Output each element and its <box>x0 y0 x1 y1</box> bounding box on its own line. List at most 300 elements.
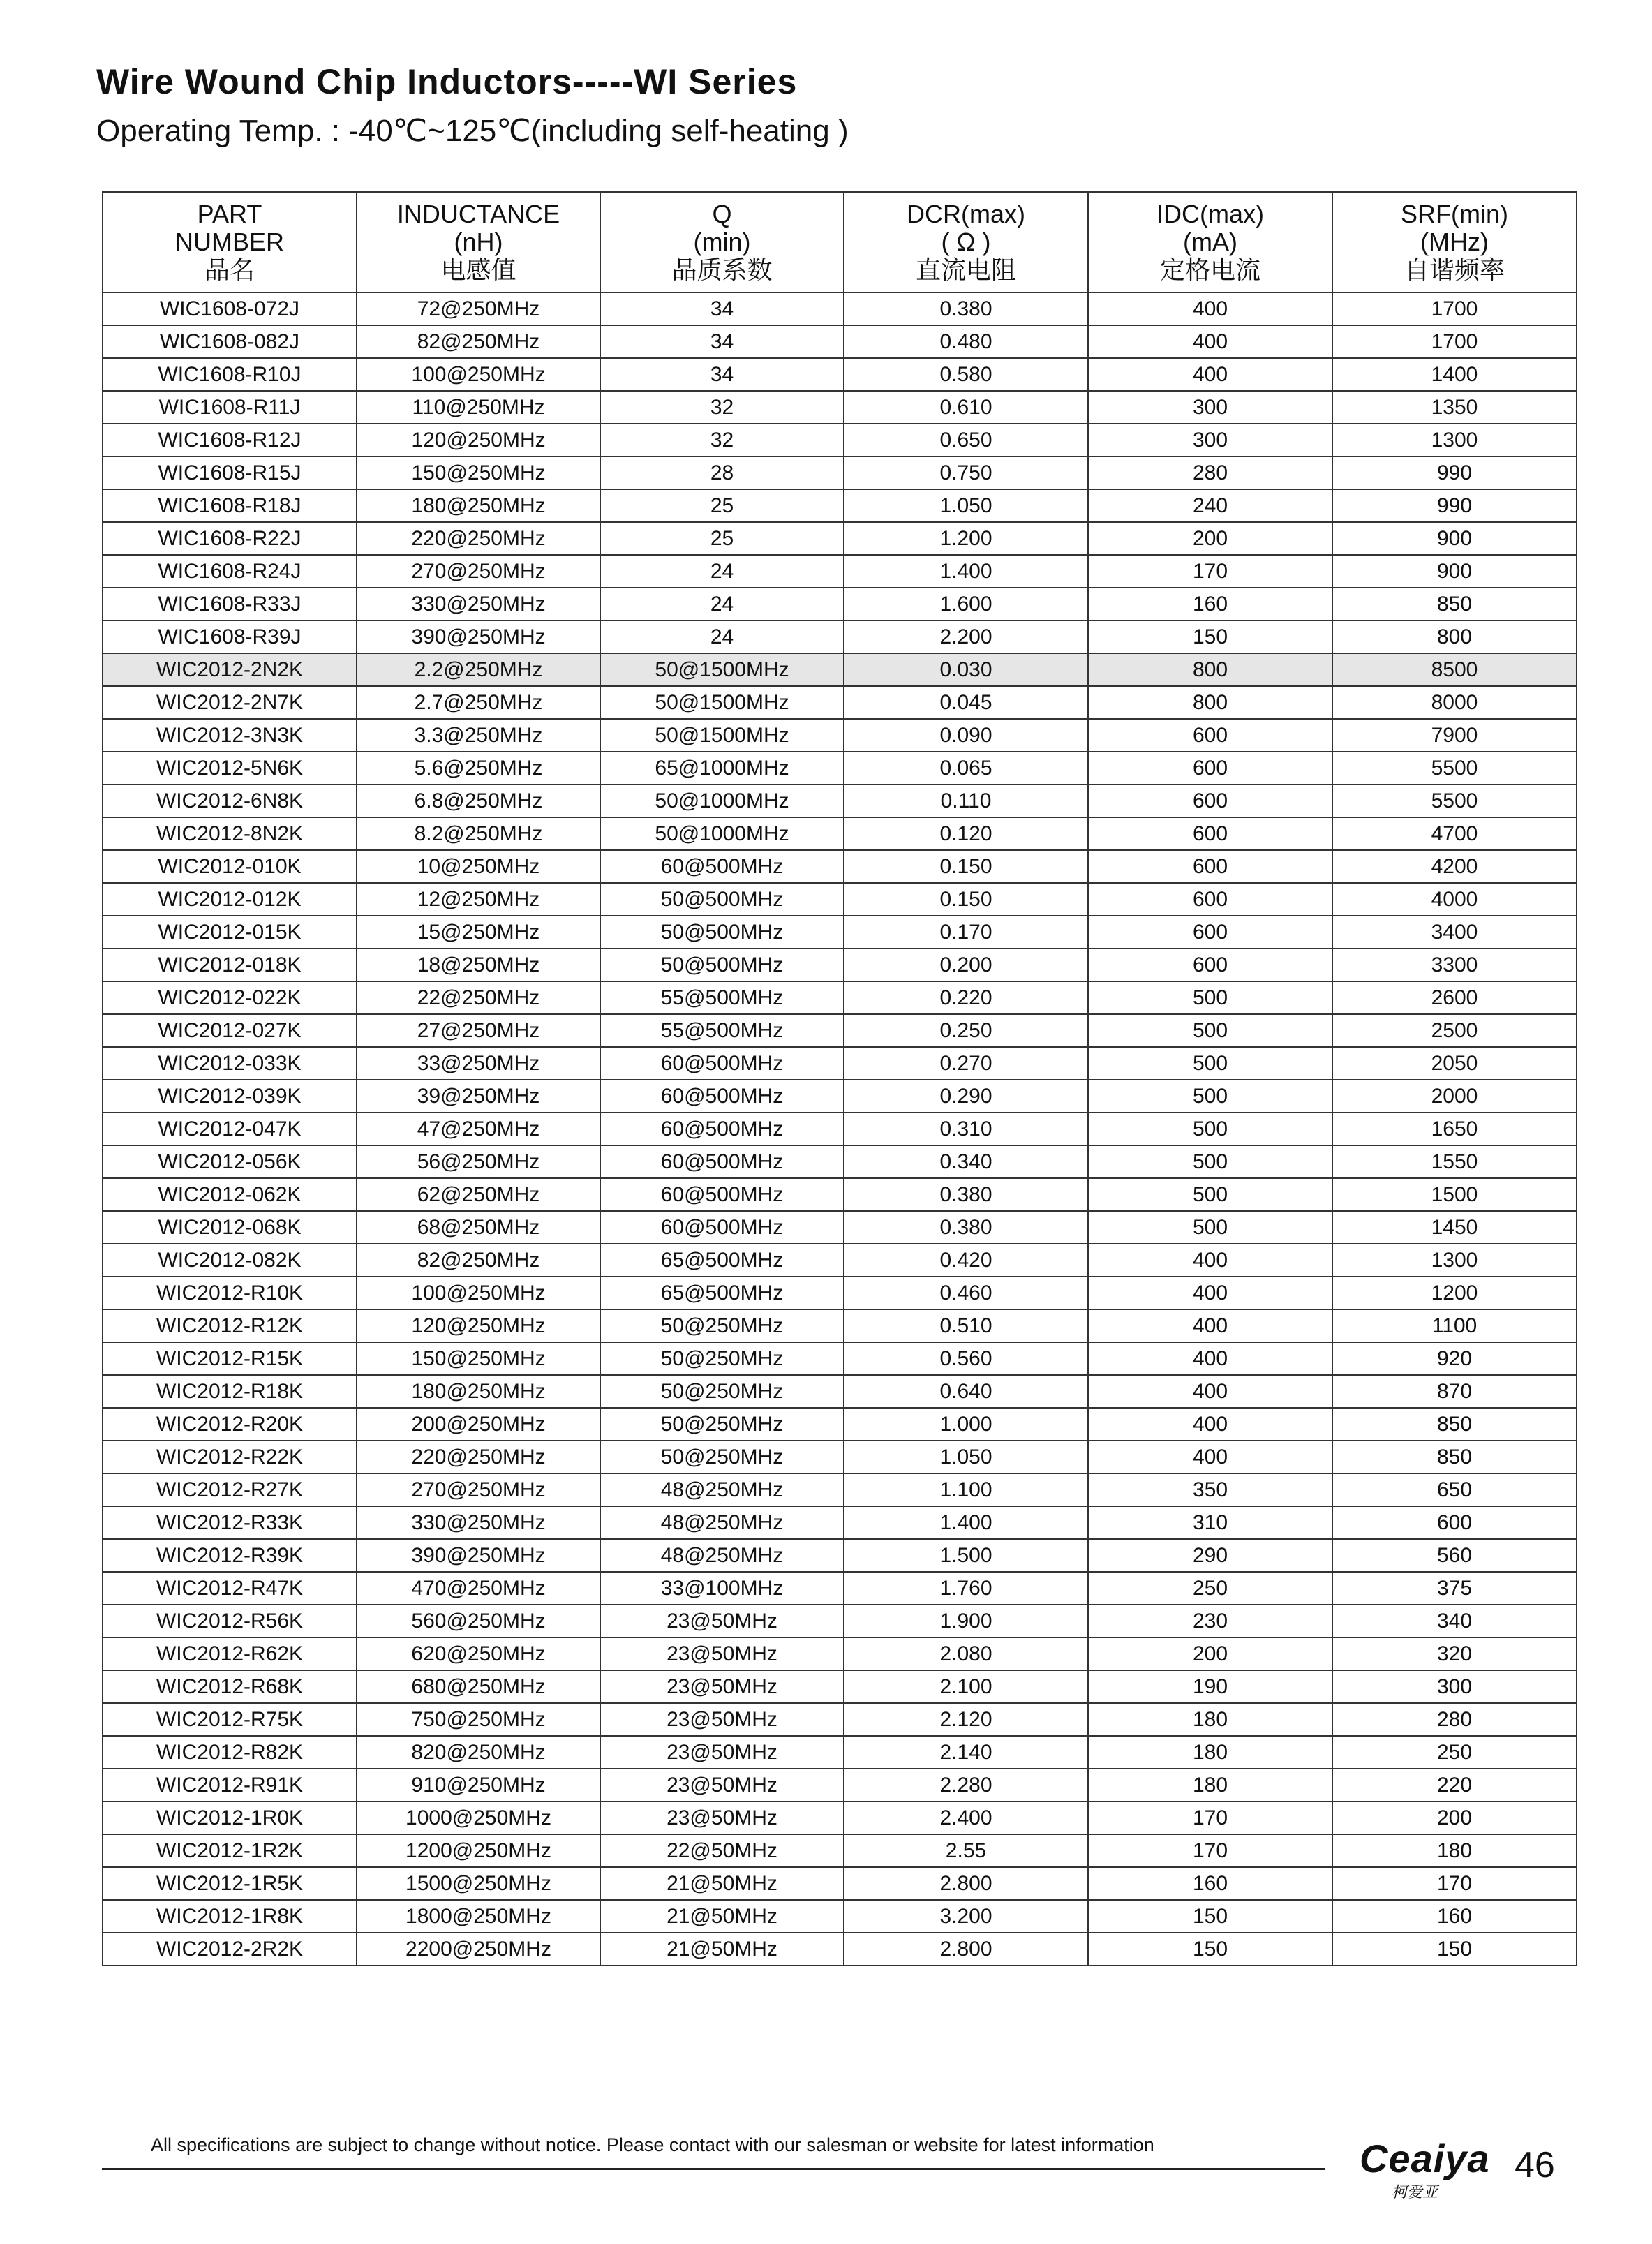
table-row <box>103 1572 1577 1605</box>
cell-part-number: WIC1608-R11J <box>103 391 357 424</box>
cell-part-number: WIC1608-R22J <box>103 522 357 555</box>
table-row <box>103 1605 1577 1637</box>
cell-idc: 150 <box>1088 621 1332 653</box>
cell-part-number: WIC2012-R47K <box>103 1572 357 1605</box>
cell-q: 50@500MHz <box>600 883 844 916</box>
col-header-srf: SRF(min) (MHz) 自谐频率 <box>1332 192 1577 292</box>
table-row <box>103 653 1577 686</box>
cell-part-number: WIC2012-2N2K <box>103 653 357 686</box>
cell-part-number: WIC2012-010K <box>103 850 357 883</box>
table-row <box>103 1441 1577 1473</box>
cell-srf: 375 <box>1332 1572 1577 1605</box>
cell-part-number: WIC2012-R68K <box>103 1670 357 1703</box>
cell-part-number: WIC2012-047K <box>103 1113 357 1145</box>
cell-idc: 160 <box>1088 1867 1332 1900</box>
cell-part-number: WIC2012-6N8K <box>103 785 357 817</box>
company-logo <box>1360 2136 1490 2201</box>
cell-dcr: 2.800 <box>844 1933 1088 1966</box>
cell-inductance: 2.7@250MHz <box>357 686 600 719</box>
cell-inductance: 33@250MHz <box>357 1047 600 1080</box>
table-row <box>103 1539 1577 1572</box>
cell-idc: 310 <box>1088 1506 1332 1539</box>
cell-dcr: 0.420 <box>844 1244 1088 1277</box>
cell-q: 34 <box>600 358 844 391</box>
cell-dcr: 0.090 <box>844 719 1088 752</box>
cell-dcr: 0.610 <box>844 391 1088 424</box>
cell-srf: 850 <box>1332 1441 1577 1473</box>
cell-idc: 600 <box>1088 817 1332 850</box>
cell-idc: 500 <box>1088 981 1332 1014</box>
cell-dcr: 0.150 <box>844 850 1088 883</box>
cell-q: 50@1500MHz <box>600 686 844 719</box>
table-row <box>103 752 1577 785</box>
cell-dcr: 2.140 <box>844 1736 1088 1769</box>
table-row <box>103 850 1577 883</box>
cell-dcr: 0.150 <box>844 883 1088 916</box>
cell-srf: 560 <box>1332 1539 1577 1572</box>
cell-idc: 180 <box>1088 1736 1332 1769</box>
cell-part-number: WIC2012-018K <box>103 949 357 981</box>
table-row <box>103 522 1577 555</box>
cell-idc: 180 <box>1088 1703 1332 1736</box>
table-row <box>103 391 1577 424</box>
cell-dcr: 1.000 <box>844 1408 1088 1441</box>
cell-part-number: WIC2012-015K <box>103 916 357 949</box>
cell-part-number: WIC2012-R18K <box>103 1375 357 1408</box>
cell-inductance: 62@250MHz <box>357 1178 600 1211</box>
cell-inductance: 180@250MHz <box>357 489 600 522</box>
cell-part-number: WIC2012-027K <box>103 1014 357 1047</box>
cell-dcr: 2.120 <box>844 1703 1088 1736</box>
cell-part-number: WIC2012-033K <box>103 1047 357 1080</box>
cell-srf: 170 <box>1332 1867 1577 1900</box>
table-row <box>103 588 1577 621</box>
cell-inductance: 110@250MHz <box>357 391 600 424</box>
cell-part-number: WIC1608-R24J <box>103 555 357 588</box>
cell-srf: 800 <box>1332 621 1577 653</box>
cell-inductance: 330@250MHz <box>357 1506 600 1539</box>
cell-dcr: 0.200 <box>844 949 1088 981</box>
cell-q: 24 <box>600 588 844 621</box>
cell-srf: 300 <box>1332 1670 1577 1703</box>
table-row <box>103 785 1577 817</box>
cell-srf: 920 <box>1332 1342 1577 1375</box>
col-header-inductance: INDUCTANCE (nH) 电感值 <box>357 192 600 292</box>
logo-chinese-name: 柯爱亚 <box>1392 2183 1438 2201</box>
cell-idc: 240 <box>1088 489 1332 522</box>
cell-inductance: 390@250MHz <box>357 621 600 653</box>
cell-srf: 2500 <box>1332 1014 1577 1047</box>
cell-srf: 180 <box>1332 1834 1577 1867</box>
table-row <box>103 621 1577 653</box>
cell-srf: 5500 <box>1332 785 1577 817</box>
cell-dcr: 0.480 <box>844 325 1088 358</box>
cell-part-number: WIC1608-R15J <box>103 456 357 489</box>
cell-srf: 1300 <box>1332 1244 1577 1277</box>
footer-divider <box>102 2168 1325 2170</box>
table-row <box>103 358 1577 391</box>
cell-idc: 150 <box>1088 1933 1332 1966</box>
cell-inductance: 470@250MHz <box>357 1572 600 1605</box>
cell-idc: 600 <box>1088 949 1332 981</box>
table-header-row <box>103 192 1577 292</box>
cell-idc: 180 <box>1088 1769 1332 1801</box>
cell-inductance: 330@250MHz <box>357 588 600 621</box>
cell-idc: 500 <box>1088 1211 1332 1244</box>
cell-srf: 7900 <box>1332 719 1577 752</box>
cell-inductance: 390@250MHz <box>357 1539 600 1572</box>
cell-q: 50@1000MHz <box>600 785 844 817</box>
cell-srf: 1550 <box>1332 1145 1577 1178</box>
cell-dcr: 0.250 <box>844 1014 1088 1047</box>
cell-dcr: 0.750 <box>844 456 1088 489</box>
cell-srf: 340 <box>1332 1605 1577 1637</box>
table-row <box>103 1736 1577 1769</box>
cell-idc: 300 <box>1088 391 1332 424</box>
cell-inductance: 120@250MHz <box>357 424 600 456</box>
cell-dcr: 0.170 <box>844 916 1088 949</box>
cell-srf: 990 <box>1332 489 1577 522</box>
cell-part-number: WIC2012-082K <box>103 1244 357 1277</box>
cell-part-number: WIC2012-039K <box>103 1080 357 1113</box>
cell-idc: 600 <box>1088 719 1332 752</box>
cell-part-number: WIC2012-068K <box>103 1211 357 1244</box>
cell-q: 50@250MHz <box>600 1408 844 1441</box>
cell-part-number: WIC1608-R33J <box>103 588 357 621</box>
cell-q: 24 <box>600 555 844 588</box>
cell-inductance: 560@250MHz <box>357 1605 600 1637</box>
cell-idc: 300 <box>1088 424 1332 456</box>
cell-q: 50@1500MHz <box>600 719 844 752</box>
cell-q: 33@100MHz <box>600 1572 844 1605</box>
cell-idc: 400 <box>1088 1342 1332 1375</box>
cell-srf: 2600 <box>1332 981 1577 1014</box>
footer-notice: All specifications are subject to change without notice. Please contact with our salesman or website for latest information <box>151 2134 1154 2155</box>
cell-inductance: 6.8@250MHz <box>357 785 600 817</box>
cell-inductance: 82@250MHz <box>357 325 600 358</box>
cell-part-number: WIC1608-082J <box>103 325 357 358</box>
cell-q: 60@500MHz <box>600 1145 844 1178</box>
cell-part-number: WIC2012-R10K <box>103 1277 357 1309</box>
cell-dcr: 0.650 <box>844 424 1088 456</box>
table-row <box>103 456 1577 489</box>
cell-q: 50@1000MHz <box>600 817 844 850</box>
cell-dcr: 2.800 <box>844 1867 1088 1900</box>
cell-idc: 170 <box>1088 555 1332 588</box>
cell-srf: 4200 <box>1332 850 1577 883</box>
cell-srf: 1100 <box>1332 1309 1577 1342</box>
cell-q: 50@1500MHz <box>600 653 844 686</box>
cell-inductance: 620@250MHz <box>357 1637 600 1670</box>
cell-q: 23@50MHz <box>600 1736 844 1769</box>
cell-part-number: WIC2012-5N6K <box>103 752 357 785</box>
cell-part-number: WIC2012-R33K <box>103 1506 357 1539</box>
cell-idc: 200 <box>1088 522 1332 555</box>
cell-part-number: WIC2012-012K <box>103 883 357 916</box>
cell-inductance: 200@250MHz <box>357 1408 600 1441</box>
cell-dcr: 2.280 <box>844 1769 1088 1801</box>
table-row <box>103 1408 1577 1441</box>
table-row <box>103 1473 1577 1506</box>
cell-part-number: WIC2012-022K <box>103 981 357 1014</box>
cell-q: 21@50MHz <box>600 1900 844 1933</box>
cell-idc: 500 <box>1088 1014 1332 1047</box>
cell-q: 65@500MHz <box>600 1277 844 1309</box>
cell-q: 23@50MHz <box>600 1703 844 1736</box>
cell-dcr: 0.380 <box>844 1211 1088 1244</box>
cell-srf: 1200 <box>1332 1277 1577 1309</box>
cell-part-number: WIC2012-R75K <box>103 1703 357 1736</box>
cell-idc: 170 <box>1088 1801 1332 1834</box>
cell-inductance: 150@250MHz <box>357 1342 600 1375</box>
col-header-idc: IDC(max) (mA) 定格电流 <box>1088 192 1332 292</box>
table-row <box>103 981 1577 1014</box>
table-row <box>103 1244 1577 1277</box>
operating-temp-subtitle: Operating Temp. : -40℃~125℃(including self-heating ) <box>96 114 849 148</box>
cell-dcr: 0.640 <box>844 1375 1088 1408</box>
cell-inductance: 150@250MHz <box>357 456 600 489</box>
cell-idc: 400 <box>1088 1375 1332 1408</box>
cell-inductance: 12@250MHz <box>357 883 600 916</box>
cell-q: 48@250MHz <box>600 1506 844 1539</box>
cell-inductance: 220@250MHz <box>357 1441 600 1473</box>
table-row <box>103 325 1577 358</box>
cell-dcr: 1.200 <box>844 522 1088 555</box>
cell-part-number: WIC2012-R22K <box>103 1441 357 1473</box>
cell-q: 60@500MHz <box>600 850 844 883</box>
table-row <box>103 1703 1577 1736</box>
cell-idc: 500 <box>1088 1047 1332 1080</box>
cell-srf: 1300 <box>1332 424 1577 456</box>
cell-q: 23@50MHz <box>600 1670 844 1703</box>
cell-inductance: 1000@250MHz <box>357 1801 600 1834</box>
cell-inductance: 27@250MHz <box>357 1014 600 1047</box>
table-row <box>103 1277 1577 1309</box>
cell-dcr: 2.55 <box>844 1834 1088 1867</box>
table-row <box>103 1506 1577 1539</box>
table-row <box>103 1637 1577 1670</box>
cell-q: 25 <box>600 489 844 522</box>
cell-part-number: WIC1608-R18J <box>103 489 357 522</box>
table-row <box>103 916 1577 949</box>
cell-part-number: WIC2012-R39K <box>103 1539 357 1572</box>
cell-q: 60@500MHz <box>600 1211 844 1244</box>
cell-q: 32 <box>600 391 844 424</box>
cell-inductance: 10@250MHz <box>357 850 600 883</box>
table-row <box>103 1670 1577 1703</box>
cell-idc: 600 <box>1088 883 1332 916</box>
cell-idc: 400 <box>1088 1441 1332 1473</box>
cell-inductance: 750@250MHz <box>357 1703 600 1736</box>
table-row <box>103 292 1577 325</box>
cell-inductance: 3.3@250MHz <box>357 719 600 752</box>
cell-dcr: 0.560 <box>844 1342 1088 1375</box>
cell-inductance: 2200@250MHz <box>357 1933 600 1966</box>
cell-srf: 3400 <box>1332 916 1577 949</box>
cell-q: 34 <box>600 325 844 358</box>
cell-inductance: 680@250MHz <box>357 1670 600 1703</box>
cell-idc: 600 <box>1088 916 1332 949</box>
cell-q: 60@500MHz <box>600 1047 844 1080</box>
cell-srf: 4000 <box>1332 883 1577 916</box>
cell-srf: 2050 <box>1332 1047 1577 1080</box>
table-row <box>103 1769 1577 1801</box>
cell-srf: 990 <box>1332 456 1577 489</box>
table-row <box>103 686 1577 719</box>
cell-q: 23@50MHz <box>600 1769 844 1801</box>
cell-q: 50@250MHz <box>600 1375 844 1408</box>
cell-q: 21@50MHz <box>600 1933 844 1966</box>
cell-idc: 400 <box>1088 1309 1332 1342</box>
cell-inductance: 220@250MHz <box>357 522 600 555</box>
cell-part-number: WIC2012-1R5K <box>103 1867 357 1900</box>
cell-q: 34 <box>600 292 844 325</box>
cell-srf: 1450 <box>1332 1211 1577 1244</box>
cell-q: 25 <box>600 522 844 555</box>
cell-q: 60@500MHz <box>600 1113 844 1145</box>
cell-srf: 600 <box>1332 1506 1577 1539</box>
cell-srf: 8500 <box>1332 653 1577 686</box>
cell-idc: 280 <box>1088 456 1332 489</box>
cell-dcr: 1.900 <box>844 1605 1088 1637</box>
cell-part-number: WIC2012-R27K <box>103 1473 357 1506</box>
table-row <box>103 1309 1577 1342</box>
cell-q: 60@500MHz <box>600 1080 844 1113</box>
cell-srf: 900 <box>1332 555 1577 588</box>
cell-srf: 5500 <box>1332 752 1577 785</box>
cell-inductance: 180@250MHz <box>357 1375 600 1408</box>
cell-q: 65@500MHz <box>600 1244 844 1277</box>
cell-idc: 190 <box>1088 1670 1332 1703</box>
cell-dcr: 0.045 <box>844 686 1088 719</box>
cell-part-number: WIC2012-1R2K <box>103 1834 357 1867</box>
cell-inductance: 5.6@250MHz <box>357 752 600 785</box>
table-row <box>103 1900 1577 1933</box>
cell-inductance: 120@250MHz <box>357 1309 600 1342</box>
cell-dcr: 0.110 <box>844 785 1088 817</box>
cell-dcr: 0.030 <box>844 653 1088 686</box>
cell-inductance: 270@250MHz <box>357 1473 600 1506</box>
table-row <box>103 1933 1577 1966</box>
cell-srf: 200 <box>1332 1801 1577 1834</box>
cell-inductance: 8.2@250MHz <box>357 817 600 850</box>
table-row <box>103 1867 1577 1900</box>
cell-part-number: WIC2012-R82K <box>103 1736 357 1769</box>
cell-dcr: 0.290 <box>844 1080 1088 1113</box>
cell-dcr: 1.500 <box>844 1539 1088 1572</box>
cell-dcr: 2.400 <box>844 1801 1088 1834</box>
cell-q: 22@50MHz <box>600 1834 844 1867</box>
cell-inductance: 1800@250MHz <box>357 1900 600 1933</box>
cell-q: 23@50MHz <box>600 1605 844 1637</box>
cell-idc: 230 <box>1088 1605 1332 1637</box>
cell-dcr: 0.220 <box>844 981 1088 1014</box>
cell-idc: 200 <box>1088 1637 1332 1670</box>
cell-srf: 1400 <box>1332 358 1577 391</box>
cell-dcr: 1.050 <box>844 489 1088 522</box>
cell-q: 55@500MHz <box>600 981 844 1014</box>
cell-q: 24 <box>600 621 844 653</box>
page-title: Wire Wound Chip Inductors-----WI Series <box>96 62 798 101</box>
cell-inductance: 56@250MHz <box>357 1145 600 1178</box>
cell-part-number: WIC1608-R10J <box>103 358 357 391</box>
cell-idc: 400 <box>1088 1408 1332 1441</box>
table-row <box>103 1211 1577 1244</box>
cell-srf: 8000 <box>1332 686 1577 719</box>
table-row <box>103 1014 1577 1047</box>
cell-srf: 2000 <box>1332 1080 1577 1113</box>
table-row <box>103 1113 1577 1145</box>
table-row <box>103 1145 1577 1178</box>
cell-inductance: 1500@250MHz <box>357 1867 600 1900</box>
cell-part-number: WIC2012-056K <box>103 1145 357 1178</box>
cell-part-number: WIC1608-R12J <box>103 424 357 456</box>
cell-dcr: 1.760 <box>844 1572 1088 1605</box>
cell-q: 48@250MHz <box>600 1473 844 1506</box>
cell-dcr: 2.200 <box>844 621 1088 653</box>
cell-srf: 4700 <box>1332 817 1577 850</box>
cell-q: 65@1000MHz <box>600 752 844 785</box>
cell-dcr: 2.100 <box>844 1670 1088 1703</box>
cell-part-number: WIC2012-8N2K <box>103 817 357 850</box>
table-row <box>103 1375 1577 1408</box>
cell-q: 50@250MHz <box>600 1309 844 1342</box>
cell-inductance: 270@250MHz <box>357 555 600 588</box>
cell-inductance: 1200@250MHz <box>357 1834 600 1867</box>
col-header-dcr: DCR(max) ( Ω ) 直流电阻 <box>844 192 1088 292</box>
cell-dcr: 0.340 <box>844 1145 1088 1178</box>
cell-idc: 800 <box>1088 653 1332 686</box>
cell-srf: 1500 <box>1332 1178 1577 1211</box>
cell-inductance: 2.2@250MHz <box>357 653 600 686</box>
cell-idc: 400 <box>1088 1277 1332 1309</box>
cell-idc: 500 <box>1088 1145 1332 1178</box>
logo-wordmark: Ceaiya <box>1360 2137 1490 2180</box>
cell-dcr: 1.100 <box>844 1473 1088 1506</box>
cell-inductance: 100@250MHz <box>357 358 600 391</box>
cell-part-number: WIC2012-R15K <box>103 1342 357 1375</box>
cell-dcr: 3.200 <box>844 1900 1088 1933</box>
cell-idc: 800 <box>1088 686 1332 719</box>
cell-part-number: WIC2012-2R2K <box>103 1933 357 1966</box>
cell-q: 50@250MHz <box>600 1342 844 1375</box>
cell-inductance: 47@250MHz <box>357 1113 600 1145</box>
cell-idc: 160 <box>1088 588 1332 621</box>
cell-srf: 160 <box>1332 1900 1577 1933</box>
cell-srf: 1700 <box>1332 292 1577 325</box>
cell-srf: 850 <box>1332 588 1577 621</box>
cell-inductance: 22@250MHz <box>357 981 600 1014</box>
cell-idc: 500 <box>1088 1080 1332 1113</box>
cell-srf: 1650 <box>1332 1113 1577 1145</box>
cell-dcr: 2.080 <box>844 1637 1088 1670</box>
cell-dcr: 1.400 <box>844 1506 1088 1539</box>
cell-q: 21@50MHz <box>600 1867 844 1900</box>
cell-idc: 290 <box>1088 1539 1332 1572</box>
table-row <box>103 1178 1577 1211</box>
table-row <box>103 1342 1577 1375</box>
cell-idc: 250 <box>1088 1572 1332 1605</box>
table-row <box>103 949 1577 981</box>
col-header-part-number: PART NUMBER 品名 <box>103 192 357 292</box>
cell-srf: 220 <box>1332 1769 1577 1801</box>
cell-idc: 150 <box>1088 1900 1332 1933</box>
cell-q: 50@250MHz <box>600 1441 844 1473</box>
cell-q: 60@500MHz <box>600 1178 844 1211</box>
table-row <box>103 1834 1577 1867</box>
cell-inductance: 18@250MHz <box>357 949 600 981</box>
spec-table <box>102 191 1577 1966</box>
